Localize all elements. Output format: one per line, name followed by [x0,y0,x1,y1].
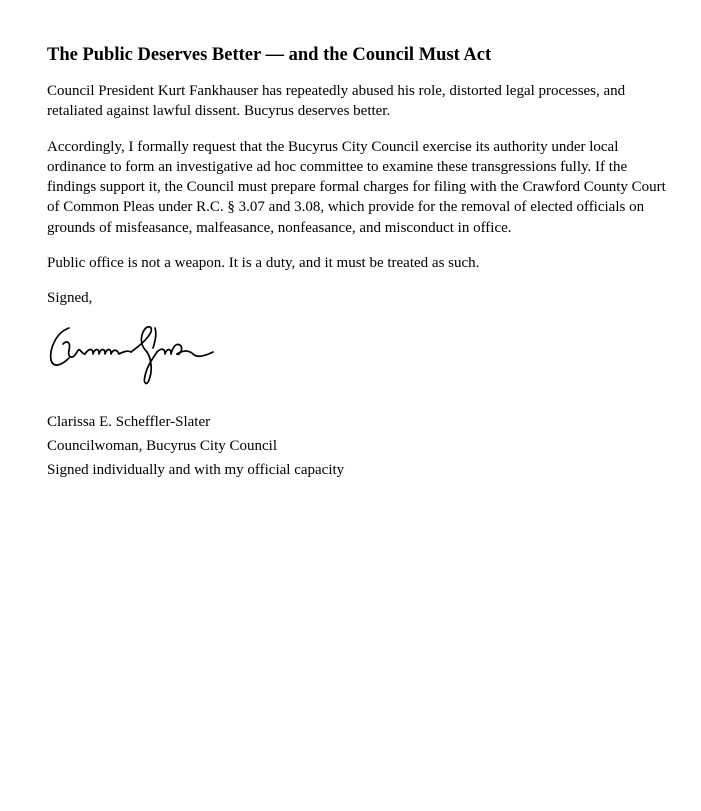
handwritten-signature [47,318,217,390]
signatory-name: Clarissa E. Scheffler-Slater [47,414,211,431]
signatory-title: Councilwoman, Bucyrus City Council [47,438,277,455]
paragraph-accusation: Council President Kurt Fankhauser has repeatedly abused his role, distorted legal processes, and retaliated against lawful dissent. Bucyrus deserves better. [47,83,626,120]
signed-label: Signed, [47,290,93,307]
paragraph-closing: Public office is not a weapon. It is a duty, and it must be treated as such. [47,255,480,272]
letter-heading: The Public Deserves Better — and the Council Must Act [47,45,492,65]
paragraph-request: Accordingly, I formally request that the Bucyrus City Council exercise its authority under local ordinance to form an investigative ad hoc committee to examine these transgressions fully. If the findings support it, the Council must prepare formal charges for filing with the Crawford County Court of Common Pleas under R.C. § 3.07 and 3.08, which provide for the removal of elected officials on grounds of misfeasance, malfeasance, nonfeasance, and misconduct in office. [47,138,666,236]
signatory-capacity: Signed individually and with my official capacity [47,461,345,478]
letter-page [47,42,677,482]
